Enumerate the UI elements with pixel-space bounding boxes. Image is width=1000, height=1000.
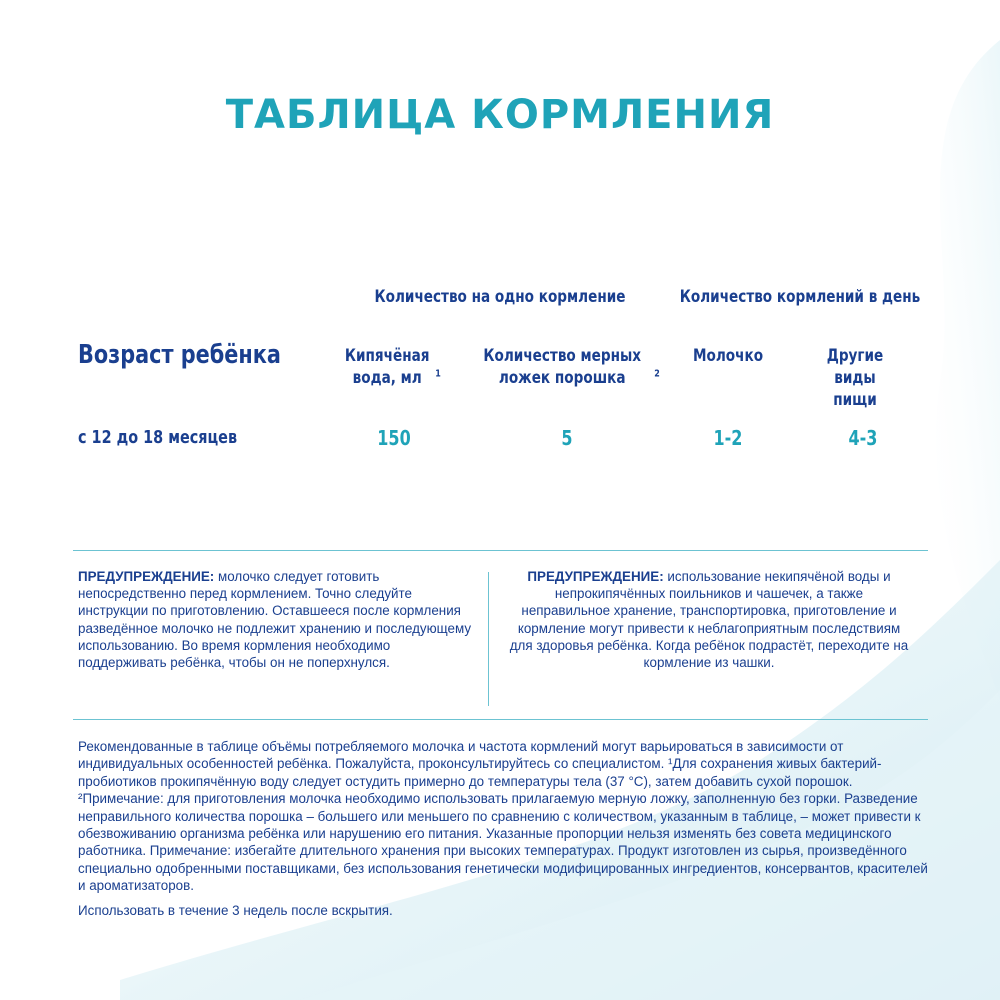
page-title: ТАБЛИЦА КОРМЛЕНИЯ bbox=[225, 92, 775, 138]
column-header-spoons-label: Количество мерных ложек порошка bbox=[483, 346, 642, 388]
footnote-text: Рекомендованные в таблице объёмы потребляемого молочка и частота кормлений могут варьироваться в зависимости от индивидуальных особенностей ребёнка. Пожалуйста, проконсультируйтесь со специалистом. ¹Для сохранения живых бактерий-пробиотиков прокипячённую воду следует остудить примерно до температуры тела (37 °C), затем добавить сухой порошок. ²Примечание: для приготовления молочка необходимо использовать прилагаемую мерную ложку, заполненную без горки. Разведение неправильного количества порошка – большего или меньшего по сравнению с количеством, указанным в таблице, – может привести к обезвоживанию организма ребёнка или нарушению его питания. Указанные пропорции нельзя изменять без совета медицинского работника. Примечание: избегайте длительного хранения при высоких температурах. Продукт изготовлен из сырья, произведённого специально одобренными поставщиками, без использования генетически модифицированных ингредиентов, консервантов, красителей и ароматизаторов. bbox=[78, 739, 928, 894]
column-header-other-food bbox=[763, 345, 947, 411]
warning-left-label: ПРЕДУПРЕЖДЕНИЕ: bbox=[78, 569, 215, 584]
column-header-spoons bbox=[465, 345, 665, 389]
divider-top bbox=[73, 550, 928, 551]
row-water-value: 150 bbox=[377, 426, 411, 450]
column-header-water-label: Кипячёная вода, мл bbox=[344, 346, 430, 388]
column-header-other-food-label: Другие виды пищи bbox=[826, 346, 884, 410]
group-header-feedings-per-day: Количество кормлений в день bbox=[679, 287, 921, 307]
warning-left bbox=[78, 568, 478, 671]
usage-note: Использовать в течение 3 недель после вскрытия. bbox=[78, 903, 393, 918]
divider-vertical bbox=[488, 572, 489, 706]
divider-bottom bbox=[73, 719, 928, 720]
warning-right-label: ПРЕДУПРЕЖДЕНИЕ: bbox=[527, 569, 664, 584]
warning-right bbox=[509, 568, 909, 671]
footnote-marker-1: 1 bbox=[435, 368, 441, 380]
column-header-milk: Молочко bbox=[692, 346, 764, 366]
column-header-water bbox=[310, 345, 470, 389]
group-header-amount-per-feeding: Количество на одно кормление bbox=[374, 287, 626, 307]
warning-left-text: молочко следует готовить непосредственно перед кормлением. Точно следуйте инструкции по приготовлению. Оставшееся после кормления разведённое молочко не подлежит хранению и последующему использованию. Во время кормления необходимо поддерживать ребёнка, чтобы он не поперхнулся. bbox=[78, 569, 472, 671]
row-milk-value: 1-2 bbox=[713, 426, 743, 450]
warning-right-text: использование некипячёной воды и непрокипячённых поильников и чашечек, а также неправильное хранение, транспортировка, приготовление и кормление могут привести к неблагоприятным последствиям для здоровья ребёнка. Когда ребёнок подрастёт, переходите на кормление из чашки. bbox=[509, 569, 909, 671]
row-other-food-value: 4-3 bbox=[848, 426, 878, 450]
row-spoons-value: 5 bbox=[561, 426, 573, 450]
age-column-header: Возраст ребёнка bbox=[78, 340, 281, 370]
footnote-marker-2: 2 bbox=[654, 368, 660, 380]
row-age: с 12 до 18 месяцев bbox=[78, 427, 238, 448]
